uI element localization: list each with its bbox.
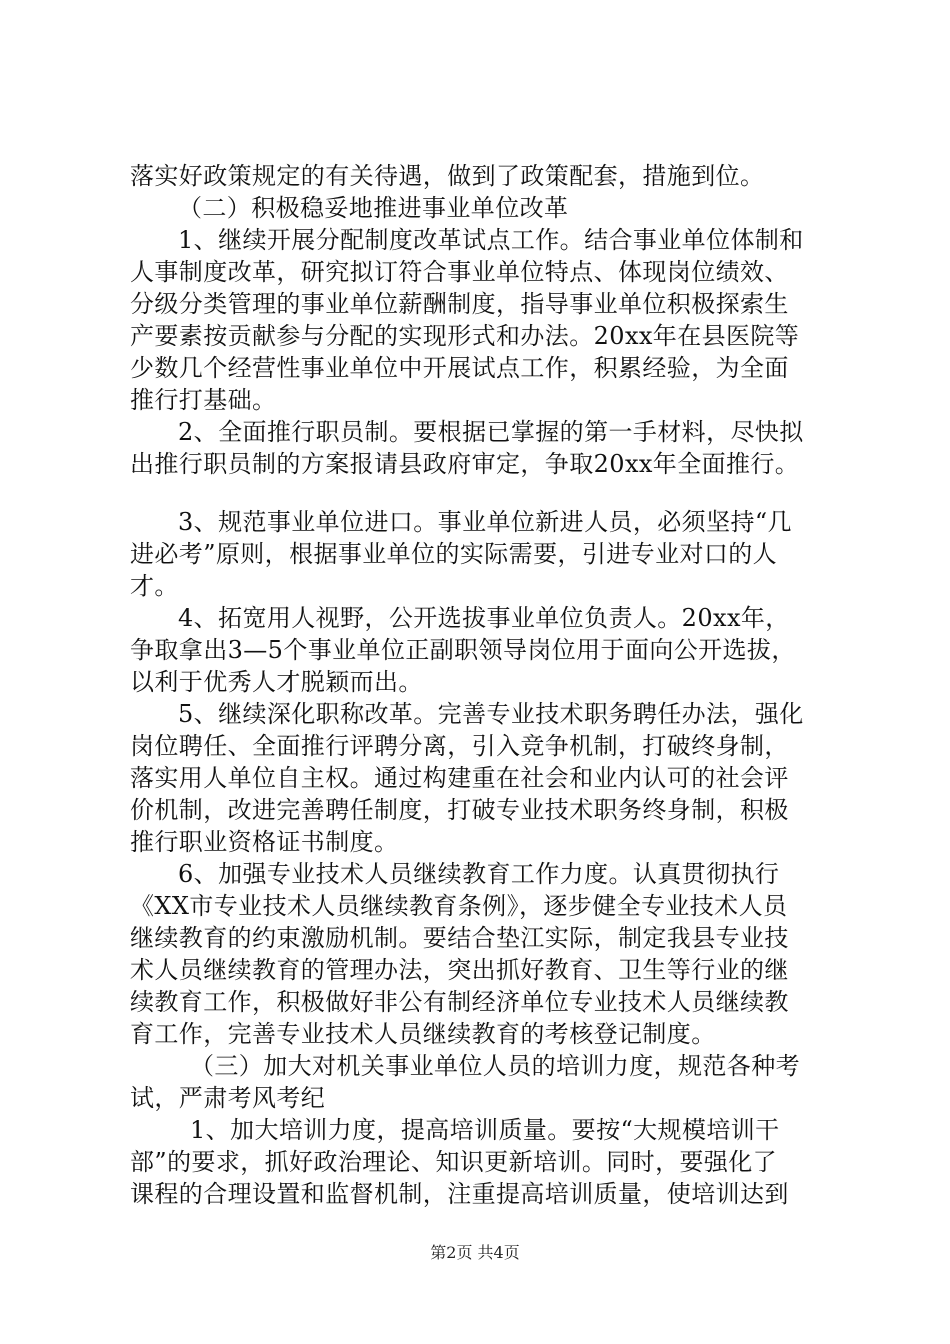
text-line-9: 2、全面推行职员制。要根据已掌握的第一手材料，尽快拟 [178, 418, 804, 446]
text-line-21: 推行职业资格证书制度。 [130, 828, 399, 856]
page-footer [0, 1243, 950, 1263]
text-line-12: 进必考”原则，根据事业单位的实际需要，引进专业对口的人 [130, 540, 778, 568]
text-line-16: 以利于优秀人才脱颖而出。 [130, 668, 423, 696]
text-line-15: 争取拿出3—5个事业单位正副职领导岗位用于面向公开选拔， [130, 636, 796, 664]
text-line-26: 续教育工作，积极做好非公有制经济单位专业技术人员继续教 [130, 988, 789, 1016]
text-line-17: 5、继续深化职称改革。完善专业技术职务聘任办法，强化 [178, 700, 804, 728]
text-line-5: 分级分类管理的事业单位薪酬制度，指导事业单位积极探索生 [130, 290, 789, 318]
text-line-14: 4、拓宽用人视野，公开选拔事业单位负责人。20xx年， [178, 604, 790, 632]
text-line-24: 继续教育的约束激励机制。要结合垫江实际，制定我县专业技 [130, 924, 789, 952]
page-indicator: 第2页 共4页 [430, 1243, 520, 1262]
text-line-22: 6、加强专业技术人员继续教育工作力度。认真贯彻执行 [178, 860, 780, 888]
text-line-27: 育工作，完善专业技术人员继续教育的考核登记制度。 [130, 1020, 716, 1048]
document-body [130, 160, 830, 1210]
text-line-4: 人事制度改革，研究拟订符合事业单位特点、体现岗位绩效、 [130, 258, 789, 286]
text-line-30: 1、加大培训力度，提高培训质量。要按“大规模培训干 [190, 1116, 780, 1144]
text-line-31: 部”的要求，抓好政治理论、知识更新培训。同时，要强化了 [130, 1148, 778, 1176]
section-heading-2: （二）积极稳妥地推进事业单位改革 [178, 194, 569, 222]
text-line-7: 少数几个经营性事业单位中开展试点工作，积累经验，为全面 [130, 354, 789, 382]
text-line-32: 课程的合理设置和监督机制，注重提高培训质量，使培训达到 [130, 1180, 789, 1208]
section-heading-28: （三）加大对机关事业单位人员的培训力度，规范各种考 [190, 1052, 800, 1080]
text-line-1: 落实好政策规定的有关待遇，做到了政策配套，措施到位。 [130, 162, 765, 190]
text-line-29: 试，严肃考风考纪 [130, 1084, 326, 1112]
text-line-10: 出推行职员制的方案报请县政府审定，争取20xx年全面推行。 [130, 450, 800, 478]
text-line-19: 落实用人单位自主权。通过构建重在社会和业内认可的社会评 [130, 764, 789, 792]
text-line-25: 术人员继续教育的管理办法，突出抓好教育、卫生等行业的继 [130, 956, 789, 984]
text-line-13: 才。 [130, 572, 179, 600]
paragraph-gap [130, 480, 830, 506]
text-line-6: 产要素按贡献参与分配的实现形式和办法。20xx年在县医院等 [130, 322, 800, 350]
text-line-8: 推行打基础。 [130, 386, 277, 414]
text-line-23: 《XX市专业技术人员继续教育条例》，逐步健全专业技术人员 [130, 892, 788, 920]
text-line-18: 岗位聘任、全面推行评聘分离，引入竞争机制，打破终身制， [130, 732, 789, 760]
text-line-20: 价机制，改进完善聘任制度，打破专业技术职务终身制，积极 [130, 796, 789, 824]
text-line-3: 1、继续开展分配制度改革试点工作。结合事业单位体制和 [178, 226, 804, 254]
text-line-11: 3、规范事业单位进口。事业单位新进人员，必须坚持“几 [178, 508, 792, 536]
